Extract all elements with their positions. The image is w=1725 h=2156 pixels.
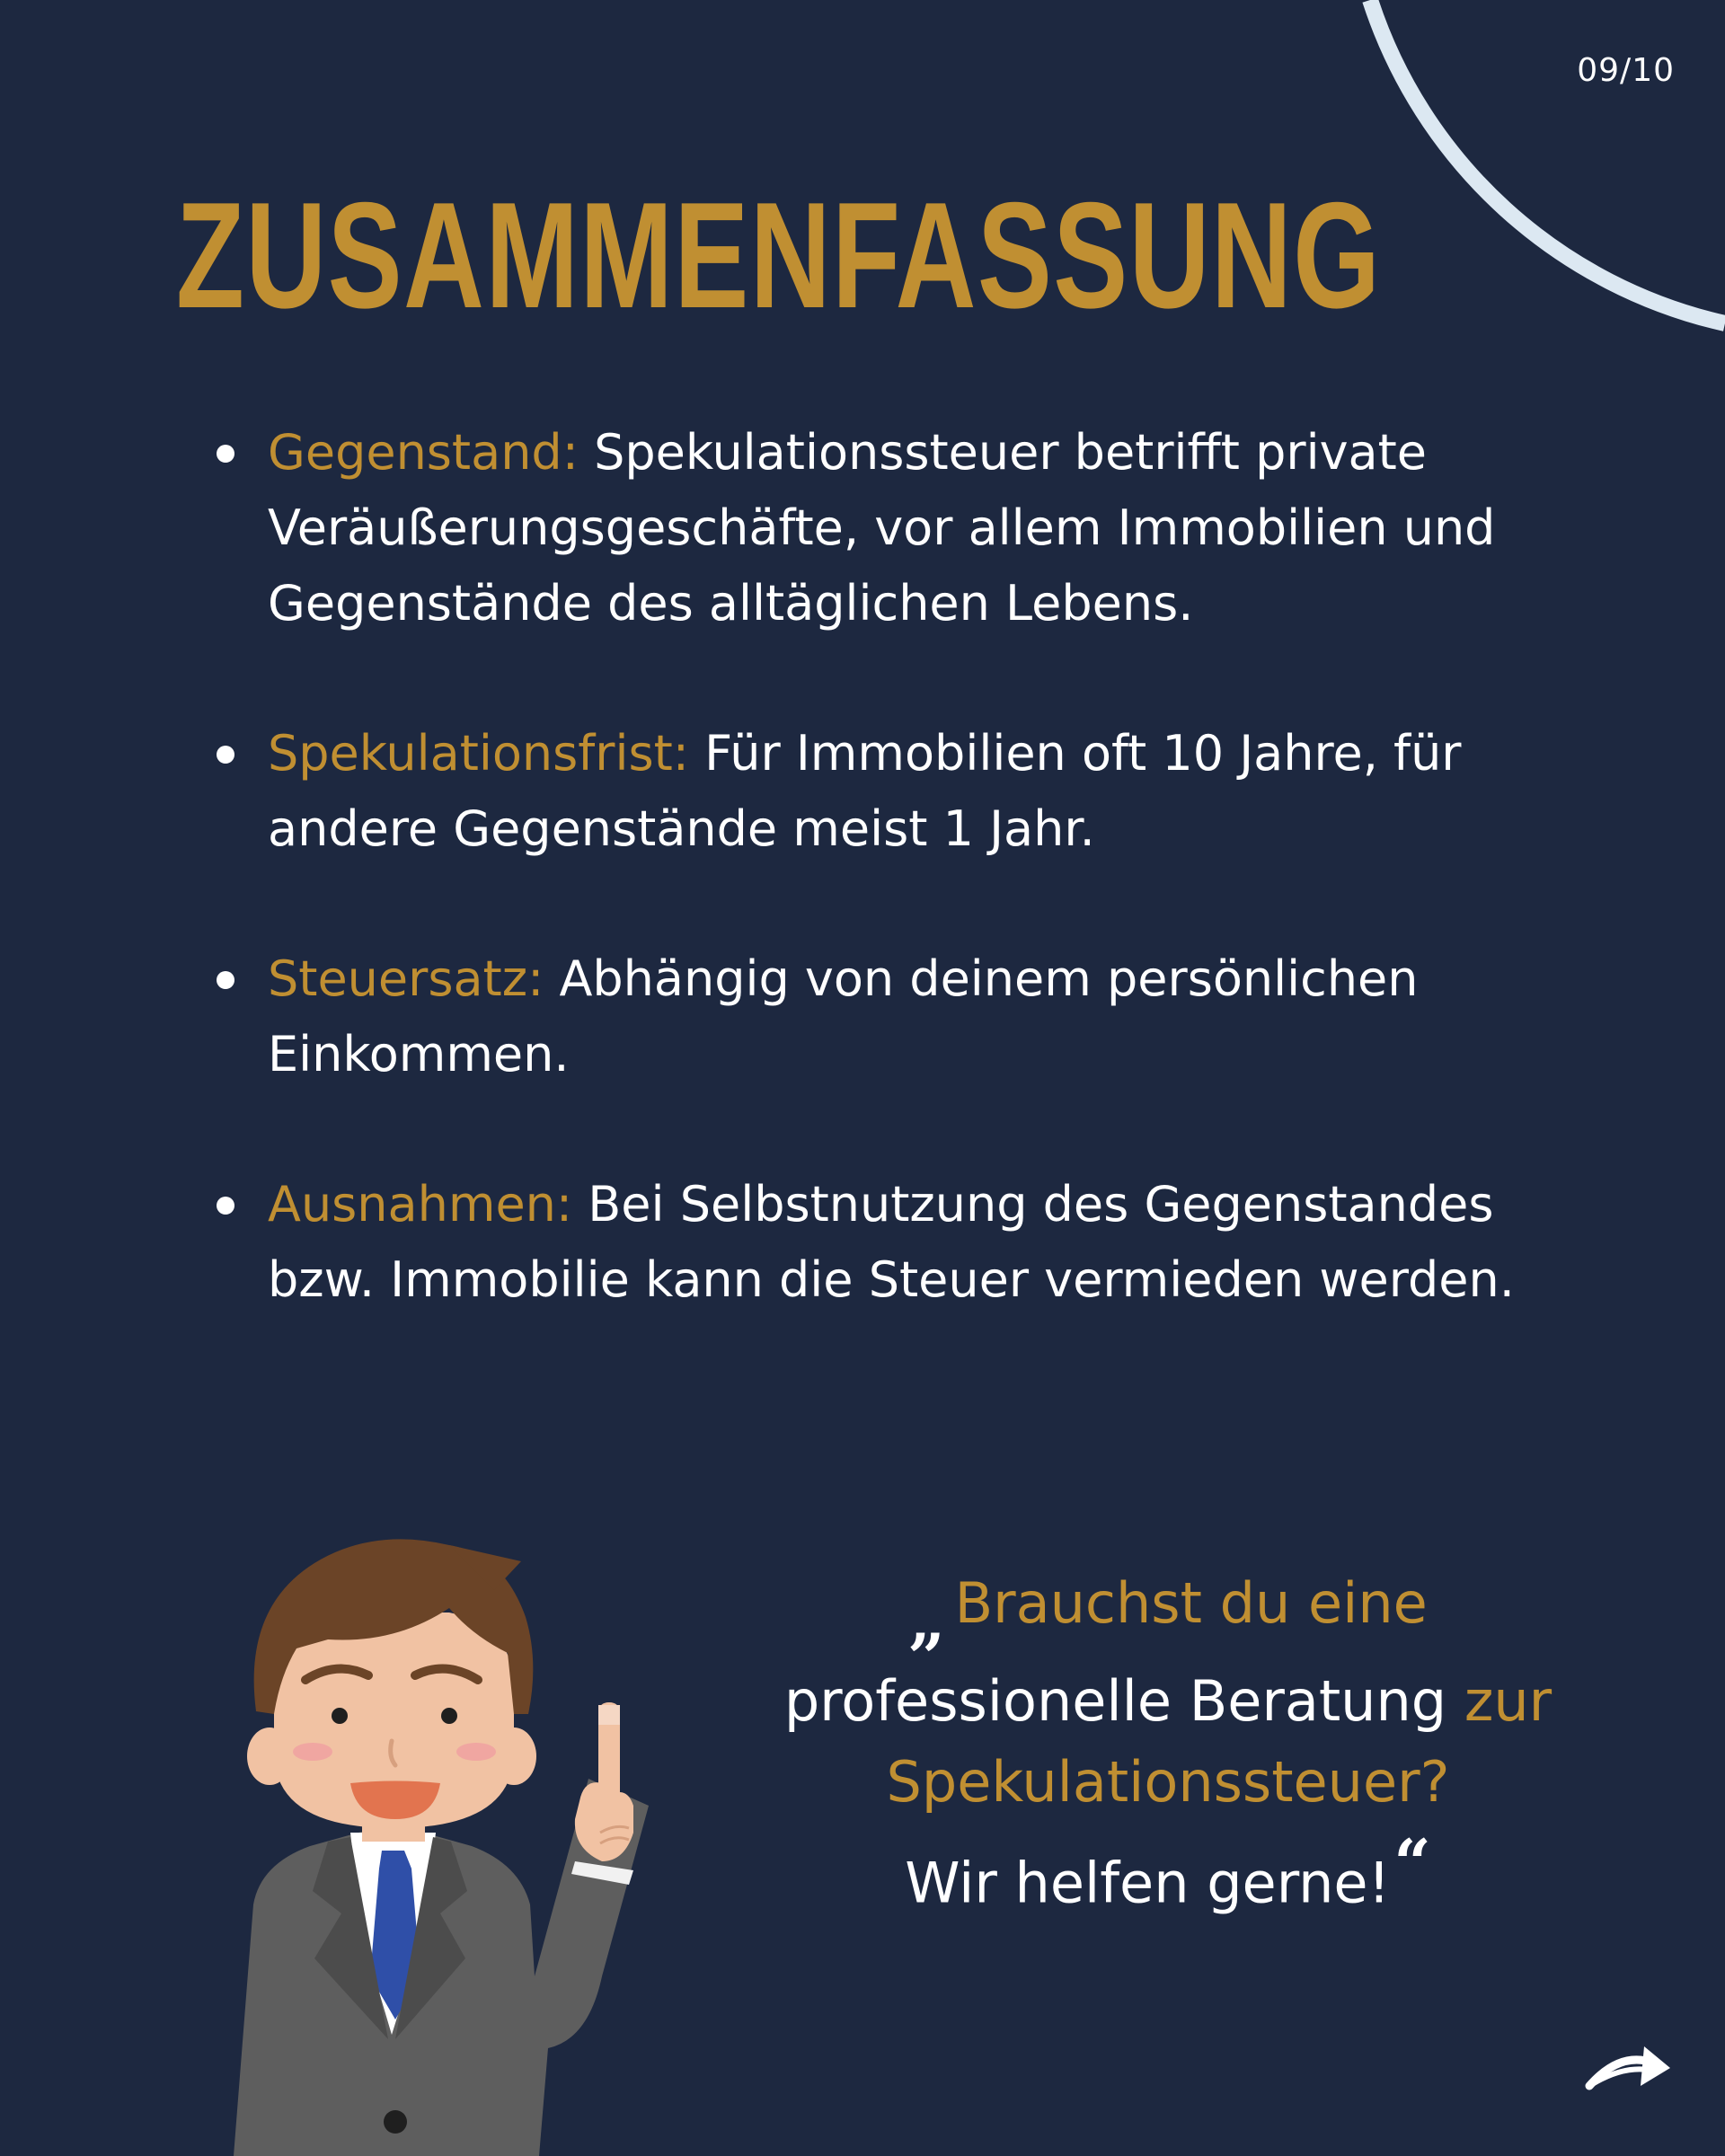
quote-line-4 bbox=[719, 1823, 1617, 1924]
curved-arrow-right-icon[interactable] bbox=[1585, 2041, 1675, 2095]
summary-text: Für Immobilien oft 10 Jahre, für andere Gegenstände meist 1 Jahr. bbox=[268, 725, 1462, 857]
summary-term: Spekulationsfrist: bbox=[268, 725, 689, 782]
quote-text-white: professionelle Beratung bbox=[783, 1668, 1447, 1735]
summary-item-spekulationsfrist bbox=[268, 716, 1561, 867]
summary-text: Bei Selbstnutzung des Gegenstandes bzw. Immobilie kann die Steuer vermieden werden. bbox=[268, 1176, 1515, 1308]
quote-line-2 bbox=[719, 1661, 1617, 1742]
bullet-icon bbox=[217, 971, 234, 989]
quote-line-1 bbox=[719, 1563, 1617, 1661]
summary-list bbox=[268, 415, 1561, 1392]
summary-item-steuersatz bbox=[268, 941, 1561, 1092]
quote-text-gold: Brauchst du eine bbox=[954, 1570, 1428, 1636]
summary-text: Spekulationssteuer betrifft private Veräußerungsgeschäfte, vor allem Immobilien und Gegenstände des alltäglichen Lebens. bbox=[268, 424, 1496, 632]
summary-item-ausnahmen bbox=[268, 1167, 1561, 1318]
bullet-icon bbox=[217, 445, 234, 463]
summary-item-gegenstand bbox=[268, 415, 1561, 641]
summary-text: Abhängig von deinem persönlichen Einkommen. bbox=[268, 950, 1419, 1082]
quote-line-3 bbox=[719, 1742, 1617, 1823]
quote-text-gold: Spekulationssteuer? bbox=[886, 1749, 1450, 1816]
page-title: ZUSAMMENFASSUNG bbox=[176, 171, 1382, 340]
bullet-icon bbox=[217, 1197, 234, 1215]
summary-term: Steuersatz: bbox=[268, 950, 544, 1007]
quote-text-white: Wir helfen gerne! bbox=[905, 1850, 1391, 1916]
quote-open-icon: „ bbox=[908, 1582, 946, 1659]
summary-term: Ausnahmen: bbox=[268, 1176, 573, 1233]
page-number: 09/10 bbox=[1577, 52, 1675, 89]
cta-quote bbox=[719, 1563, 1617, 1924]
bullet-icon bbox=[217, 746, 234, 764]
quote-close-icon: “ bbox=[1393, 1825, 1431, 1902]
businessman-illustration bbox=[180, 1509, 719, 2156]
quote-text-gold: zur bbox=[1464, 1668, 1552, 1735]
summary-term: Gegenstand: bbox=[268, 424, 579, 481]
